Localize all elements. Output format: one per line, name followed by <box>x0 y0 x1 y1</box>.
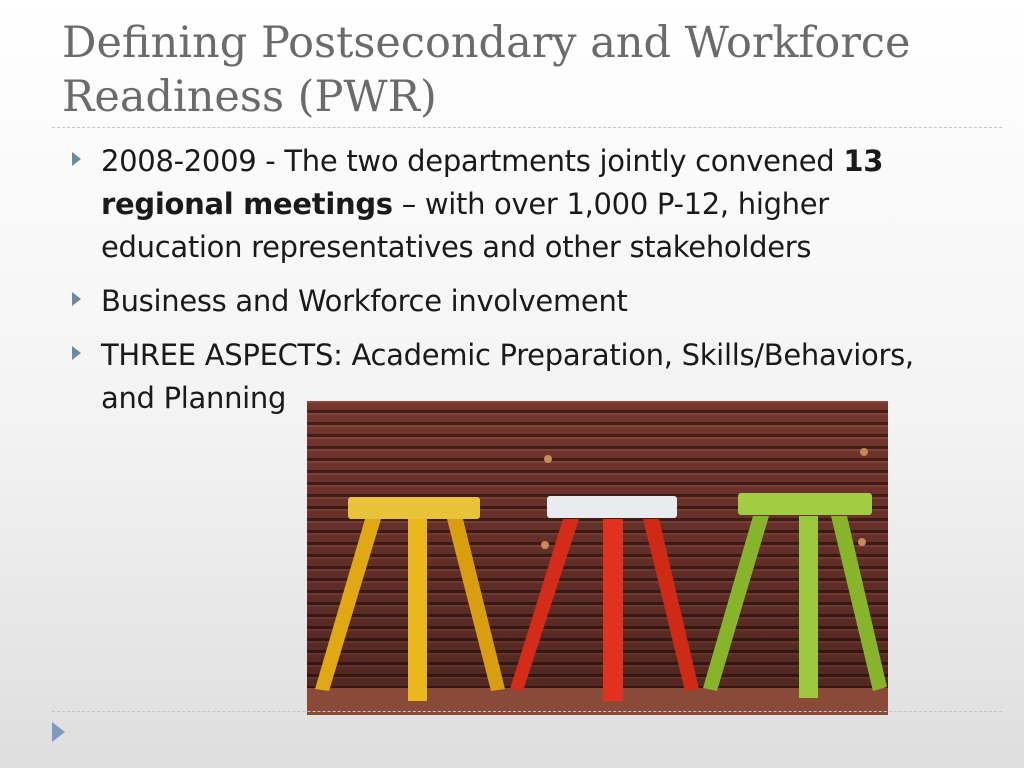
stool-leg <box>408 519 427 701</box>
bullet-arrow-icon <box>72 346 81 360</box>
stool-seat <box>738 493 872 515</box>
bullet-text: Business and Workforce involvement <box>101 284 628 318</box>
bullet-arrow-icon <box>72 292 81 306</box>
footer-arrow-icon <box>52 722 65 742</box>
stool-leg <box>799 516 818 698</box>
screw <box>860 448 868 456</box>
bullet-text-end: – with over 1,000 P-12, higher education representatives and other stakeholders <box>101 187 829 264</box>
stool-seat <box>547 496 677 518</box>
bullet-arrow-icon <box>72 152 81 166</box>
three-stools-photo <box>307 401 888 715</box>
bullet-item <box>72 140 972 269</box>
screw <box>541 541 549 549</box>
bullet-text: THREE ASPECTS: Academic Preparation, Skills/Behaviors, and Planning <box>101 338 914 415</box>
bullet-text-start: 2008-2009 - The two departments jointly convened <box>101 144 844 178</box>
stool-seat <box>348 497 480 519</box>
screw <box>544 455 552 463</box>
bullet-item <box>72 280 972 323</box>
slide-title: Defining Postsecondary and Workforce Readiness (PWR) <box>62 18 911 122</box>
screw <box>858 538 866 546</box>
bullet-list <box>72 140 972 431</box>
stool-leg <box>603 519 623 701</box>
title-divider <box>52 127 1002 128</box>
footer-divider <box>52 711 1002 712</box>
bullet-text-bold: 13 regional meetings <box>101 144 884 221</box>
